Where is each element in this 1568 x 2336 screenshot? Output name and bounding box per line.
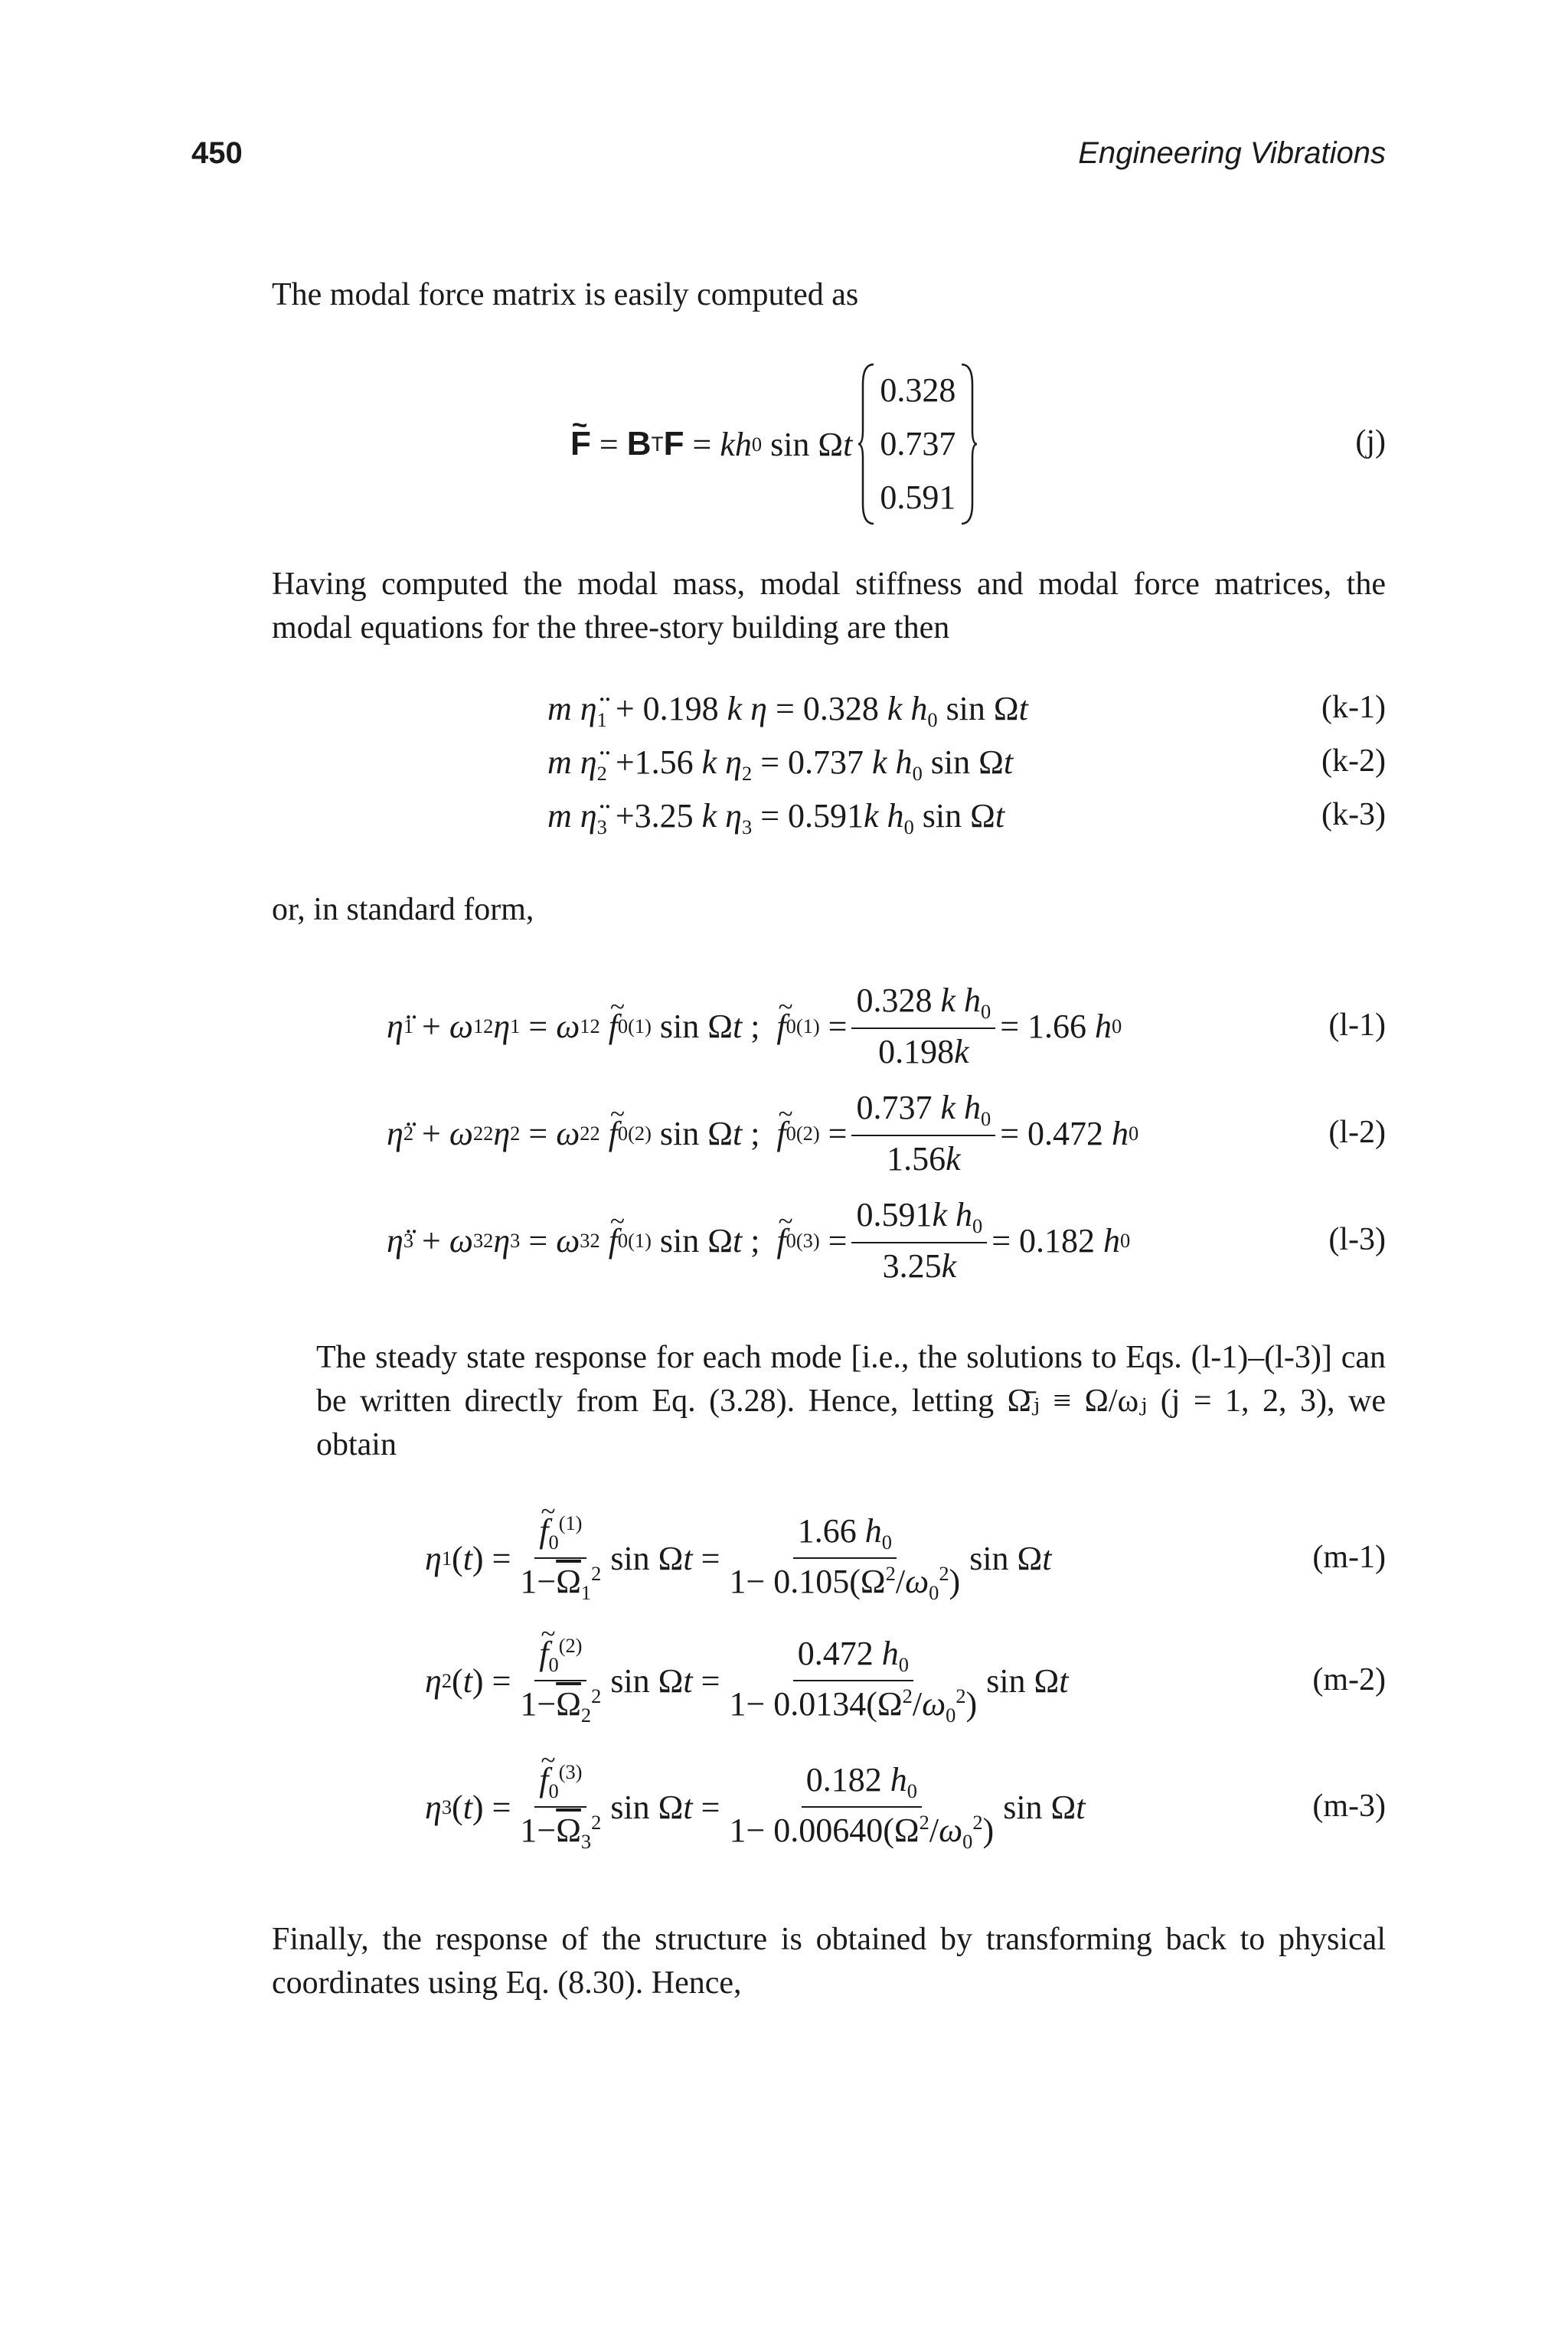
vector-value: 0.591 [880, 479, 956, 516]
paragraph-steady-state: The steady state response for each mode [i.e., the solutions to Eqs. (l-1)–(l-3)] can be written directly from Eq. (3.28). Hence, letting Ω̄ⱼ ≡ Ω/ωⱼ (j = 1, 2, 3), we obtain [316, 1340, 1386, 1462]
equation-tag: (l-2) [1328, 1115, 1386, 1150]
equation-tag: (l-1) [1328, 1008, 1386, 1043]
equation-k-1: m $\etä_1 + 0.198$ k η = 0.328 k $h_0$ sin Ωt (k-1) [547, 690, 1386, 732]
paragraph-modal-equations: Having computed the modal mass, modal stiffness and modal force matrices, the modal equations for the three-story building are then [272, 567, 1386, 645]
equation-l-1: η̈ 1 + ω 1 2 η 1 = ω 1 2 ~ f 0 (1) sin Ω t ; ~ f 0 (1) = $\frac{0.328 k h_0}{0.198k}$ = 1.66 h 0 (l-1) [0, 972, 1568, 1080]
equation-m-2: η 2 ( t ) = ~ $\frac{f_0^{(2)}}{1-\overline{\Omega}_2^2}$ sin Ω t = $\frac{0.472 h_0}{1- 0.0134(\Omega^2/\omega_0^2)}$ sin Ω t (m-2) [0, 1623, 1568, 1738]
equation-tag: (m-1) [1312, 1540, 1386, 1575]
equation-l-2: η̈ 2 + ω 2 2 η 2 = ω 2 2 ~ f 0 (2) sin Ω t ; ~ f 0 (2) = $\frac{0.737 k h_0}{1.56k}$ = 0.472 h 0 (l-2) [0, 1080, 1568, 1187]
equation-tag: (k-1) [1321, 690, 1386, 725]
equation-tag: (m-3) [1312, 1789, 1386, 1824]
paragraph-standard-form: or, in standard form, [272, 892, 534, 927]
equation-k-3: m $\etä_3 +3.25$ k $\eta_3 = 0.591k$ $h_0$ sin Ωt (k-3) [547, 797, 1386, 839]
equation-tag: (j) [1355, 424, 1386, 459]
equation-tag: (k-2) [1321, 743, 1386, 779]
equation-tag: (l-3) [1328, 1222, 1386, 1257]
vector-value: 0.737 [880, 425, 956, 462]
equation-tag: (k-3) [1321, 797, 1386, 832]
running-title: Engineering Vibrations [1078, 136, 1386, 170]
left-brace-icon [857, 361, 877, 527]
equation-j: ~ F = B T F = kh 0 sin Ω t 0.328 0.737 0.591 (j) [0, 356, 1568, 532]
equation-m-1: η 1 ( t ) = ~ $\frac{f_0^{(1)}}{1-\overline{\Omega}_1^2}$ sin Ω t = $\frac{1.66 h_0}{1- 0.105(\Omega^2/\omega_0^2)}$ sin Ω t (m-1) [0, 1501, 1568, 1616]
equation-l-3: η̈ 3 + ω 3 2 η 3 = ω 3 2 ~ f 0 (1) sin Ω t ; ~ f 0 (3) = $\frac{0.591k h_0}{3.25k}$ = 0.182 h 0 (l-3) [0, 1187, 1568, 1294]
equation-tag: (m-2) [1312, 1662, 1386, 1697]
paragraph-final-response: Finally, the response of the structure is obtained by transforming back to physical coordinates using Eq. (8.30). Hence, [272, 1922, 1386, 2001]
equation-m-3: η 3 ( t ) = ~ $\frac{f_0^{(3)}}{1-\overline{\Omega}_3^2}$ sin Ω t = $\frac{0.182 h_0}{1- 0.00640(\Omega^2/\omega_0^2)}$ sin Ω t (m-3) [0, 1750, 1568, 1864]
vector-value: 0.328 [880, 371, 956, 409]
equation-k-2: m $\etä_2 +1.56$ k $\eta_2 = 0.737$ k $h_0$ sin Ωt (k-2) [547, 743, 1386, 786]
page-number: 450 [191, 136, 243, 170]
paragraph-modal-force: The modal force matrix is easily computed as [272, 277, 859, 312]
right-brace-icon [959, 361, 978, 527]
